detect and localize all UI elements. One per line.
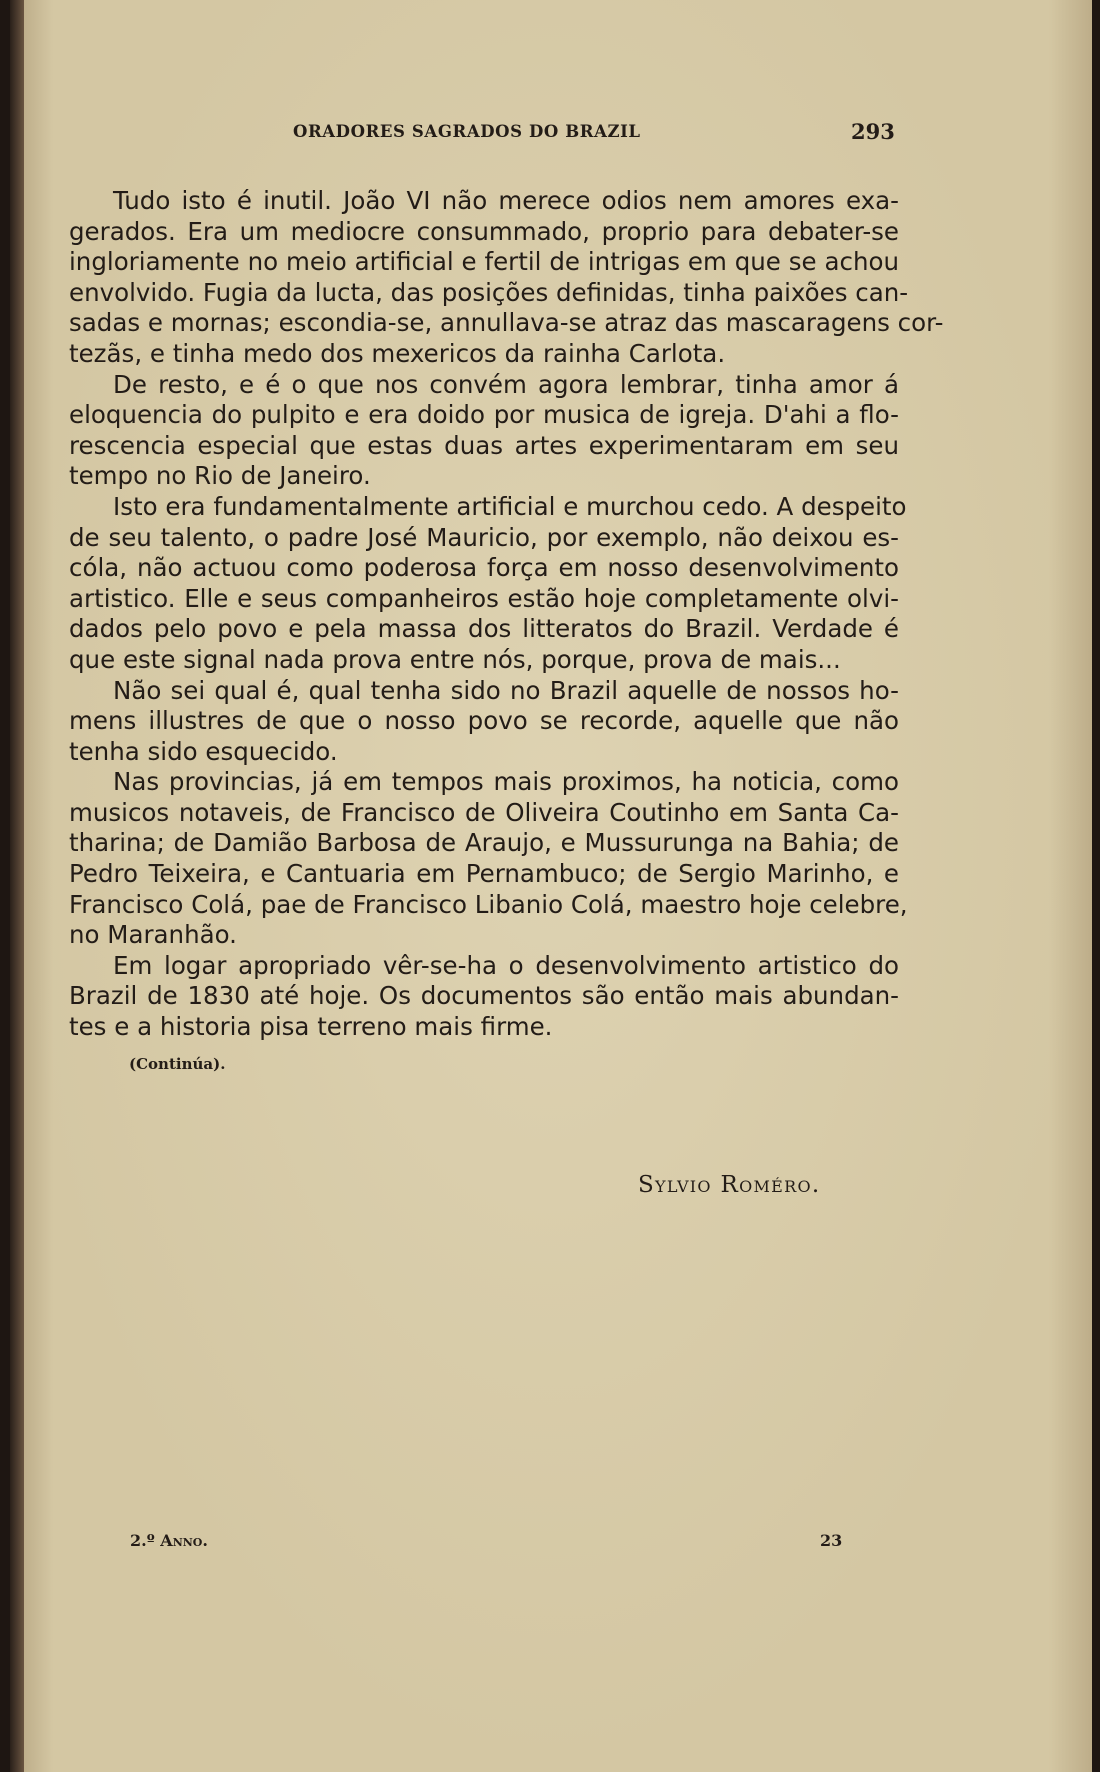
running-title: ORADORES SAGRADOS DO BRAZIL [293,122,641,141]
text-line: mens illustres de que o nosso povo se recorde, aquelle que não [69,706,899,736]
text-line: Em logar apropriado vêr-se-ha o desenvolvimento artistico do [113,950,899,980]
text-line: sadas e mornas; escondia-se, annullava-se atraz das mascaragens cor- [69,308,944,338]
text-line: tharina; de Damião Barbosa de Araujo, e Mussurunga na Bahia; de [69,828,899,858]
text-line: gerados. Era um mediocre consummado, proprio para debater-se [69,216,899,246]
text-line: artistico. Elle e seus companheiros estão hoje completamente olvi- [69,583,899,613]
text-line: Isto era fundamentalmente artificial e murchou cedo. A despeito [113,491,907,521]
text-line: tenha sido esquecido. [69,736,338,766]
footer-volume: 2.º Anno. [130,1531,208,1550]
text-line: De resto, e é o que nos convém agora lembrar, tinha amor á [113,369,899,399]
text-line: tezãs, e tinha medo dos mexericos da rainha Carlota. [69,338,726,368]
text-line: envolvido. Fugia da lucta, das posições definidas, tinha paixões can- [69,277,909,307]
text-line: no Maranhão. [69,920,237,950]
footer-signature-mark: 23 [820,1531,843,1550]
text-line: Nas provincias, já em tempos mais proximos, ha noticia, como [113,767,899,797]
text-line: dados pelo povo e pela massa dos litteratos do Brazil. Verdade é [69,614,899,644]
continua-note: (Continúa). [129,1055,226,1073]
text-line: cóla, não actuou como poderosa força em nosso desenvolvimento [69,553,899,583]
body-text [69,186,944,1043]
text-line: que este signal nada prova entre nós, porque, prova de mais... [69,644,841,674]
text-line: tes e a historia pisa terreno mais firme. [69,1012,553,1042]
text-line: de seu talento, o padre José Mauricio, por exemplo, não deixou es- [69,522,899,552]
page-binding-edge [10,0,24,1772]
text-line: Tudo isto é inutil. João VI não merece odios nem amores exa- [113,186,899,215]
book-page [10,0,1092,1772]
text-line: Não sei qual é, qual tenha sido no Brazil aquelle de nossos ho- [113,675,899,705]
author-signature: Sylvio Roméro. [638,1172,821,1198]
text-line: ingloriamente no meio artificial e fertil de intrigas em que se achou [69,247,899,277]
page-header [10,119,1092,152]
text-line: eloquencia do pulpito e era doido por musica de igreja. D'ahi a flo- [69,400,899,430]
page-number: 293 [851,119,895,144]
text-line: musicos notaveis, de Francisco de Oliveira Coutinho em Santa Ca- [69,797,899,827]
text-line: Pedro Teixeira, e Cantuaria em Pernambuco; de Sergio Marinho, e [69,859,899,889]
text-line: tempo no Rio de Janeiro. [69,461,371,491]
text-line: Francisco Colá, pae de Francisco Libanio Colá, maestro hoje celebre, [69,889,908,919]
text-line: rescencia especial que estas duas artes experimentaram em seu [69,430,899,460]
text-line: Brazil de 1830 até hoje. Os documentos são então mais abundan- [69,981,899,1011]
